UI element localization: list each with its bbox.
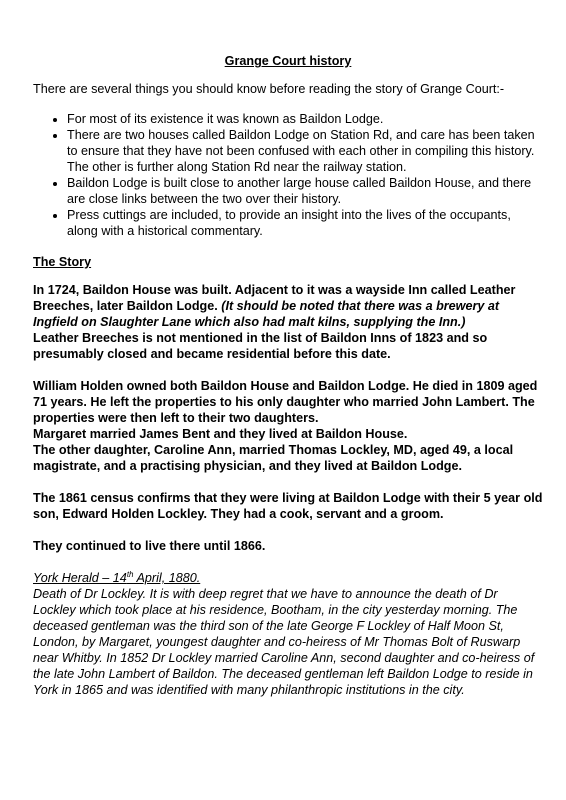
press-source: York Herald – 14 [33, 571, 127, 585]
press-cutting-body: Death of Dr Lockley. It is with deep regret that we have to announce the death of Dr Lockley which took place at his residence, Bootham, in the city yesterday morning. The deceased gentleman was the third son of the late George F Lockley of Half Moon St, London, by Margaret, youngest daughter and co-heiress of Mr Thomas Bolt of Ruswarp near Whitby. In 1852 Dr Lockley married Caroline Ann, second daughter and co-heiress of the late John Lambert of Baildon. The deceased gentleman left Baildon Lodge to reside in York in 1865 and was identified with many philanthropic institutions in the city. [33, 587, 535, 697]
paragraph-4: They continued to live there until 1866. [33, 539, 266, 553]
intro-paragraph: There are several things you should know before reading the story of Grange Court:- [33, 82, 505, 96]
list-item: • Baildon Lodge is built close to another large house called Baildon House, and there are close links between the two over their history. [67, 175, 543, 207]
paragraph-1-note: (It should be noted that there was a brewery at Ingfield on Slaughter Lane which also had malt kilns, supplying the Inn.) [33, 299, 500, 329]
document-title: Grange Court history [224, 54, 352, 68]
list-item: • Press cuttings are included, to provide an insight into the lives of the occupants, along with a historical commentary. [67, 207, 543, 239]
paragraph-2: William Holden owned both Baildon House and Baildon Lodge. He died in 1809 aged 71 years. He left the properties to his only daughter who married John Lambert. The properties were then left to their two daughters. [33, 379, 538, 425]
press-date: April, 1880. [133, 571, 201, 585]
list-item: • For most of its existence it was known as Baildon Lodge. [67, 111, 543, 127]
document-body [33, 53, 543, 698]
paragraph-2-line-2: Margaret married James Bent and they lived at Baildon House. [33, 427, 408, 441]
paragraph-2-line-3: The other daughter, Caroline Ann, married Thomas Lockley, MD, aged 49, a local magistrate, and a practising physician, and they lived at Baildon Lodge. [33, 443, 514, 473]
paragraph-1 [33, 282, 543, 330]
paragraph-1-continued: Leather Breeches is not mentioned in the list of Baildon Inns of 1823 and so presumably closed and became residential before this date. [33, 331, 488, 361]
notes-list [33, 111, 543, 239]
press-cutting-heading [33, 570, 543, 586]
story-heading: The Story [33, 255, 92, 269]
list-item: • There are two houses called Baildon Lodge on Station Rd, and care has been taken to ensure that they have not been confused with each other in compiling this history. The other is further along Station Rd near the railway station. [67, 127, 543, 175]
paragraph-1-main: In 1724, Baildon House was built. Adjacent to it was a wayside Inn called Leather Breeches, later Baildon Lodge. [33, 283, 516, 313]
date-superscript: th [126, 569, 134, 579]
paragraph-3: The 1861 census confirms that they were living at Baildon Lodge with their 5 year old son, Edward Holden Lockley. They had a cook, servant and a groom. [33, 491, 543, 521]
